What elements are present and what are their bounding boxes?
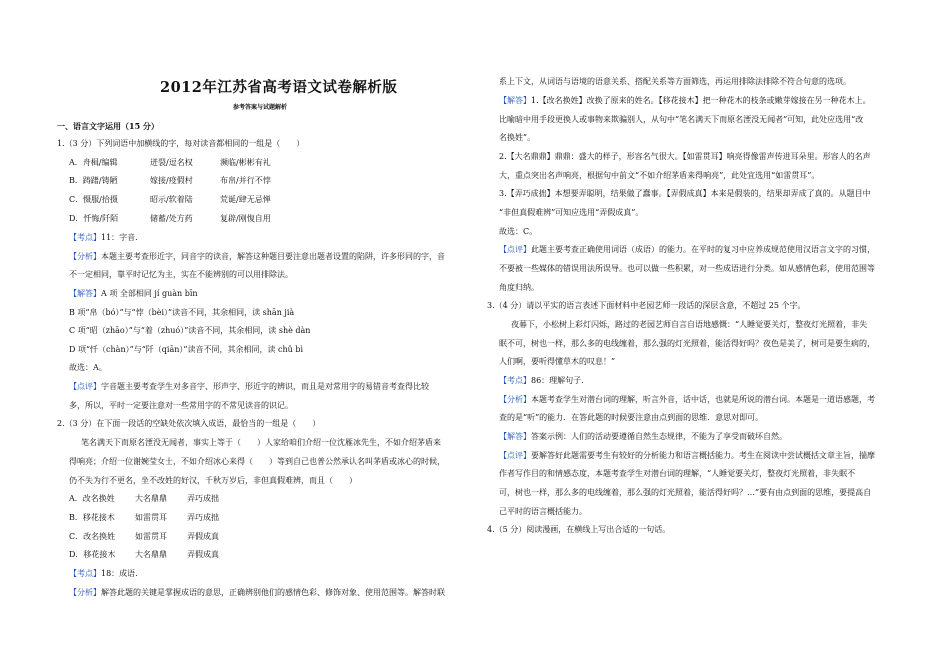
q2-fenxi-cont: 系上下文，从词语与语境的语意关系、搭配关系等方面筛选，再运用排除法排除不符合句意的选项。 (499, 77, 851, 86)
page-title: 2012年江苏省高考语文试卷解析版 (160, 79, 398, 96)
q2-jieda-2: 比喻暗中用手段更换人或事物来欺骗别人，从句中“笔名满天下而原名湮没无闻者”可知，此处应选用“改 (499, 115, 864, 124)
q2-option-c-3: 弄假成真 (187, 532, 219, 541)
q2-passage-2: 得响亮；介绍一位谢婉莹女士，不如介绍冰心来得（ ）等到自己也普公然承认名叫茅盾或冰心的时候， (69, 457, 445, 466)
q1-option-b-2: 嫁接/疫假村 (150, 176, 193, 185)
q2-dianping-1: 【点评】此题主要考查正确使用词语（成语）的能力。在平时的复习中应养成规范使用汉语言文字的习惯， (499, 245, 875, 254)
q1-option-b-3: 布帛/并行不悖 (220, 176, 271, 185)
q2-passage-1: 笔名满天下而原名湮没无闻者，事实上等于（ ）人家给咱们介绍一位沈雁冰先生，不如介绍茅盾来 (81, 438, 441, 447)
q2-dianping-3: 角度归纳。 (499, 283, 539, 292)
q1-option-a-2: 迸裂/逗名权 (150, 158, 193, 167)
q3-kaodian: 【考点】86：理解句子. (499, 376, 584, 385)
q1-option-b-1: B．踌躇/铸陋 (69, 176, 118, 185)
section-heading: 一、语言文字运用（15 分） (57, 121, 159, 131)
q3-dianping-4: 己平时的语言概括能力。 (499, 507, 587, 516)
q2-fenxi: 【分析】解答此题的关键是掌握成语的意思，正确辨别他们的感情色彩、修饰对象、使用范围等。解答时联 (69, 588, 445, 597)
q1-jieda-1: 【解答】A 项 全部相同 jí guàn bīn (69, 289, 198, 298)
q2-jieda-3: 名换姓”。 (499, 133, 536, 142)
q1-option-d-3: 复辟/刚愎自用 (220, 214, 271, 223)
q3-passage-3: 人们啊，要听得懂草木的叹息！” (499, 357, 616, 366)
q3-dianping-2: 作者写作目的和情感态度，本题考查学生对潜台词的理解，“人睡觉要关灯，整夜灯光照着，非失眠不 (499, 469, 856, 478)
q3-dianping-3: 可，树也一样，那么多的电线缠着，那么强的灯光照着，能活得好吗？…”要有由点到面的思维，要提高自 (499, 488, 872, 497)
q1-jieda-5: 故选：A。 (69, 363, 107, 372)
q3-fenxi-2: 查的是“听”的能力．在答此题的时候要注意由点到面的思维．意思对即可。 (499, 413, 764, 422)
q2-kaodian: 【考点】18：成语. (69, 569, 138, 578)
q2-option-b-1: B．移花接木 (69, 513, 115, 522)
q3-stem: 3.（4 分）请以平实的语言表述下面材料中老园艺师一段话的深层含意，不超过 25 个字。 (487, 301, 806, 310)
q1-jieda-3: C 项“昭（zhāo）”与“着（zhuó）”读音不同，其余相同，读 shè dàn (69, 326, 311, 335)
q2-dianping-2: 不要被一些媒体的错误用法所误导。也可以做一些积累，对一些成语进行分类。如从感情色彩，使用范围等 (499, 264, 875, 273)
q1-option-c-3: 荒诞/肆无忌惮 (220, 195, 271, 204)
q1-fenxi-2: 不一定相同，靠平时记忆为主，实在不能辨别的可以用排除法。 (69, 270, 293, 279)
q1-option-c-1: C．慑服/拾摄 (69, 195, 118, 204)
q2-jieda-4: 2.【大名鼎鼎】鼎鼎：盛大的样子，形容名气很大。【如雷贯耳】响亮得像雷声传进耳朵里。形容人的名声 (499, 152, 871, 161)
q1-jieda-2: B 项“帛（bó）”与“悖（bèi）”读音不同，其余相同，读 shān jià (69, 308, 295, 317)
q1-stem: 1.（3 分）下列词语中加横线的字，每对读音都相同的一组是（ ） (57, 139, 305, 148)
q2-option-b-3: 弄巧成拙 (187, 513, 219, 522)
q2-jieda-1: 【解答】1.【改名换姓】改换了原来的姓名。【移花接木】把一种花木的枝条或嫩芽嫁接在另一种花木上。 (499, 96, 871, 105)
q2-option-a-1: A．改名换姓 (69, 494, 115, 503)
q2-jieda-5: 大，重点突出名声响亮，根据句中前文“不如介绍茅盾来得响亮”，此处宜选用“如雷贯耳”。 (499, 171, 820, 180)
q2-option-a-3: 弄巧成拙 (187, 494, 219, 503)
q2-option-a-2: 大名鼎鼎 (135, 494, 167, 503)
q1-option-a-1: A．舟楫/编辑 (69, 158, 118, 167)
q2-option-d-1: D．移花接木 (69, 550, 116, 559)
q2-passage-3: 仍不失为行不更名，坐不改姓的好汉，千秋万岁后，非但真假难辨，而且（ ） (69, 476, 357, 485)
q4-stem: 4.（5 分）阅读漫画，在横线上写出合适的一句话。 (487, 525, 671, 534)
q1-option-a-3: 濒临/彬彬有礼 (220, 158, 271, 167)
q1-jieda-4: D 项“忏（chàn）”与“阡（qiān）”读音不同，其余相同，读 chǔ bì (69, 345, 304, 354)
q3-passage-2: 眠不可，树也一样，那么多的电线缠着，那么强的灯光照着，能活得好吗？夜色是美了，树可是要生病的， (499, 339, 875, 348)
q3-fenxi-1: 【分析】本题考查学生对潜台词的理解，听言外音，话中话，也就是所说的潜台词。本题是一道语感题，考 (499, 395, 875, 404)
q2-option-c-1: C．改名换姓 (69, 532, 116, 541)
q1-kaodian: 【考点】11：字音. (69, 233, 138, 242)
page-subtitle: 参考答案与试题解析 (233, 104, 288, 111)
q2-option-d-2: 大名鼎鼎 (135, 550, 167, 559)
q2-option-d-3: 弄假成真 (187, 550, 219, 559)
q2-stem: 2.（3 分）在下面一段话的空缺处依次填入成语，最恰当的一组是（ ） (57, 419, 321, 428)
q3-passage-1: 夜幕下，小松树上彩灯闪烁，路过的老园艺师自言自语地感慨：“人睡觉要关灯，整夜灯光照着，非失 (511, 320, 868, 329)
q2-jieda-7: “非但真假难辨”可知应选用“弄假成真”。 (499, 208, 644, 217)
q2-jieda-8: 故选：C。 (499, 227, 538, 236)
q3-dianping-1: 【点评】要解答好此题需要考生有较好的分析能力和语言概括能力。考生在阅读中尝试概括文章主旨，揣摩 (499, 451, 875, 460)
q1-option-d-1: D．忏悔/阡陌 (69, 214, 119, 223)
q1-option-d-2: 储蓄/处方药 (150, 214, 193, 223)
q2-option-b-2: 如雷贯耳 (135, 513, 167, 522)
q3-jieda: 【解答】答案示例：人们的活动要遵循自然生态规律，不能为了享受而破坏自然。 (499, 432, 787, 441)
q1-option-c-2: 昭示/软着陆 (150, 195, 193, 204)
q1-dianping-2: 多，所以，平时一定要注意对一些常用字的不常见读音的识记。 (69, 401, 293, 410)
q1-fenxi-1: 【分析】本题主要考查形近字，同音字的读音，解答这种题目要注意出题者设置的陷阱，许多形同的字，音 (69, 252, 445, 261)
q1-dianping-1: 【点评】字音题主要考查学生对多音字、形声字、形近字的辨识，而且是对常用字的易错音考查得比较 (69, 382, 429, 391)
q2-jieda-6: 3.【弄巧成拙】本想要弄聪明，结果做了蠢事。【弄假成真】本来是假装的，结果却弄成了真的。从题目中 (499, 189, 871, 198)
q2-option-c-2: 如雷贯耳 (135, 532, 167, 541)
